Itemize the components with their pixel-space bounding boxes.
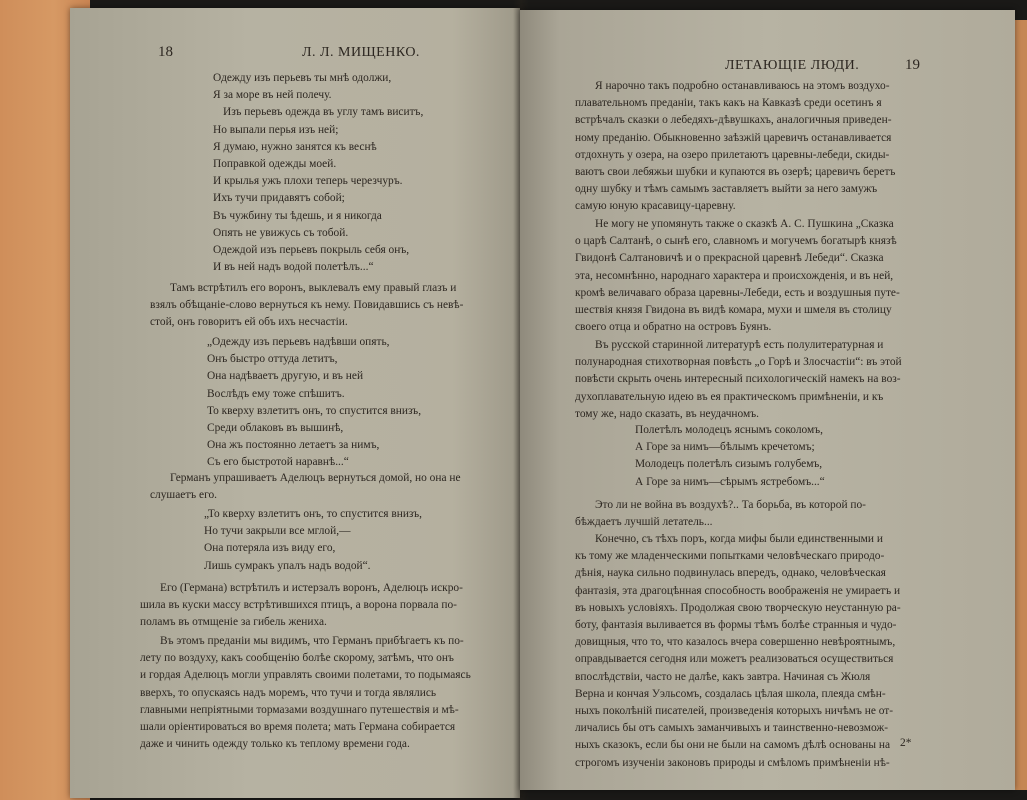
paragraph: Это ли не война въ воздухѣ?.. Та борьба, въ которой по- бѣждаетъ лучшій летатель... [575,499,866,529]
verse-block: „То кверху взлетитъ онъ, то спустится внизъ, Но тучи закрыли все мглой,— Она потеряла изъ виду его, Лишь сумракъ упалъ надъ водой“. [204,508,422,572]
left-page [70,8,520,798]
running-header: Л. Л. МИЩЕНКО. [302,45,420,60]
page-number: 19 [905,57,920,73]
book-cover-edge-right [1013,20,1027,790]
signature-mark: 2* [900,737,912,749]
paragraph: Конечно, съ тѣхъ поръ, когда мифы были единственными и къ тому же младенческими попытками человѣческаго природо- дѣнія, наука сильно подвинулась впередъ, однако, человѣческая фантазія, эта драгоцѣнная способность воображенія не умираетъ и въ новыхъ условіяхъ. Продолжая свою творческую неустанную ра- боту, фантазія выливается въ формы тѣмъ болѣе странныя и чудо- довищныя, что то, что казалось вчера совершенно невѣроятнымъ, оправдывается сегодня или можетъ реализоваться осуществиться впослѣдствіи, часто не далѣе, какъ завтра. Начиная съ Жюля Верна и кончая Уэльсомъ, создалась цѣлая школа, плеяда смѣн- ныхъ поколѣній писателей, произведенія которыхъ ничѣмъ не от- личались бы отъ самыхъ заманчивыхъ и таинственно-невозмож- ныхъ сказокъ, если бы они не были на самомъ дѣлѣ основаны на строгомъ изученіи законовъ природы и смѣломъ примѣненіи нѣ- [575,533,901,769]
right-page [520,10,1015,790]
paragraph: Въ этомъ преданіи мы видимъ, что Германъ прибѣгаетъ къ по- лету по воздуху, какъ сообщенію болѣе скорому, затѣмъ, что онъ и гордая Аделюцъ могли управлять своими полетами, то подымаясь вверхъ, то опускаясь надъ моремъ, что тучи и тогда являлись главными непріятными тормазами воздушнаго путешествія и мѣ- шали оріентироваться во время полета; мать Германа собирается даже и чинить одежду только къ теплому времени года. [140,635,471,751]
paragraph: Тамъ встрѣтилъ его воронъ, выклевалъ ему правый глазъ и взялъ обѣщаніе-слово вернуться къ нему. Повидавшись съ невѣ- стой, онъ говоритъ ей объ ихъ несчастіи. [150,282,464,329]
paragraph: Германъ упрашиваетъ Аделюцъ вернуться домой, но она не слушаетъ его. [150,472,461,502]
paragraph: Я нарочно такъ подробно останавливаюсь на этомъ воздухо- плавательномъ преданіи, такъ какъ на Кавказѣ среди осетинъ я встрѣчалъ сказки о лебедяхъ-дѣвушкахъ, аналогичныя приведен- ному преданію. Обыкновенно заѣзжій царевичъ останавливается отдохнуть у озера, на озеро прилетаютъ царевны-лебеди, скиды- ваютъ свои лебяжьи шубки и купаются въ озерѣ; царевичъ беретъ одну шубку и тѣмъ самымъ заставляетъ выйти за него замужъ самую юную красавицу-царевну. [575,80,896,213]
paragraph: Не могу не упомянуть также о сказкѣ А. С. Пушкина „Сказка о царѣ Салтанѣ, о сынѣ его, славномъ и могучемъ богатырѣ князѣ Гвидонѣ Салтановичѣ и о прекрасной царевнѣ Лебеди“. Сказка эта, несомнѣнно, народнаго характера и происхожденія, и въ ней, кромѣ величаваго образа царевны-Лебеди, есть и воздушныя путе- шествія князя Гвидона въ видѣ комара, мухи и шмеля въ столицу своего отца и обратно на островъ Буянъ. [575,218,900,334]
paragraph: Его (Германа) встрѣтилъ и истерзалъ воронъ, Аделюцъ искро- шила въ куски массу встрѣтившихся птицъ, а ворона порвала по- поламъ въ отмщеніе за гибель жениха. [140,582,463,629]
paragraph: Въ русской старинной литературѣ есть полулитературная и полународная стихотворная повѣсть „о Горѣ и Злосчастіи“: въ этой повѣсти скрыть очень интересный психологическій намекъ на воз- духоплавательную идею въ ея практическомъ примѣненіи, и къ тому же, надо сказать, въ неудачномъ. [575,339,902,420]
page-number: 18 [158,44,173,60]
verse-block: Полетѣлъ молодецъ яснымъ соколомъ, А Горе за нимъ—бѣлымъ кречетомъ; Молодецъ полетѣлъ сизымъ голубемъ, А Горе за нимъ—сѣрымъ ястребомъ...“ [635,424,825,488]
running-header: ЛЕТАЮЩІЕ ЛЮДИ. [725,58,860,73]
verse-block: „Одежду изъ перьевъ надѣвши опять, Онъ быстро оттуда летитъ, Она надѣваетъ другую, и въ ней Вослѣдъ ему тоже спѣшитъ. То кверху взлетитъ онъ, то спустится внизъ, Среди облаковъ въ вышинѣ, Она жъ постоянно летаетъ за нимъ, Съ его быстротой наравнѣ...“ [207,336,422,469]
verse-block: Одежду изъ перьевъ ты мнѣ одолжи, Я за море въ ней полечу. Изъ перьевъ одежда въ углу тамъ виситъ, Но выпали перья изъ ней; Я думаю, нужно занятся къ веснѣ Поправкой одежды моей. И крылья ужъ плохи теперь черезчуръ. Ихъ тучи придавятъ собой; Въ чужбину ты ѣдешь, и я никогда Опять не увижусь съ тобой. Одеждой изъ перьевъ покрыль себя онъ, И въ ней надъ водой полетѣлъ...“ [213,72,424,274]
